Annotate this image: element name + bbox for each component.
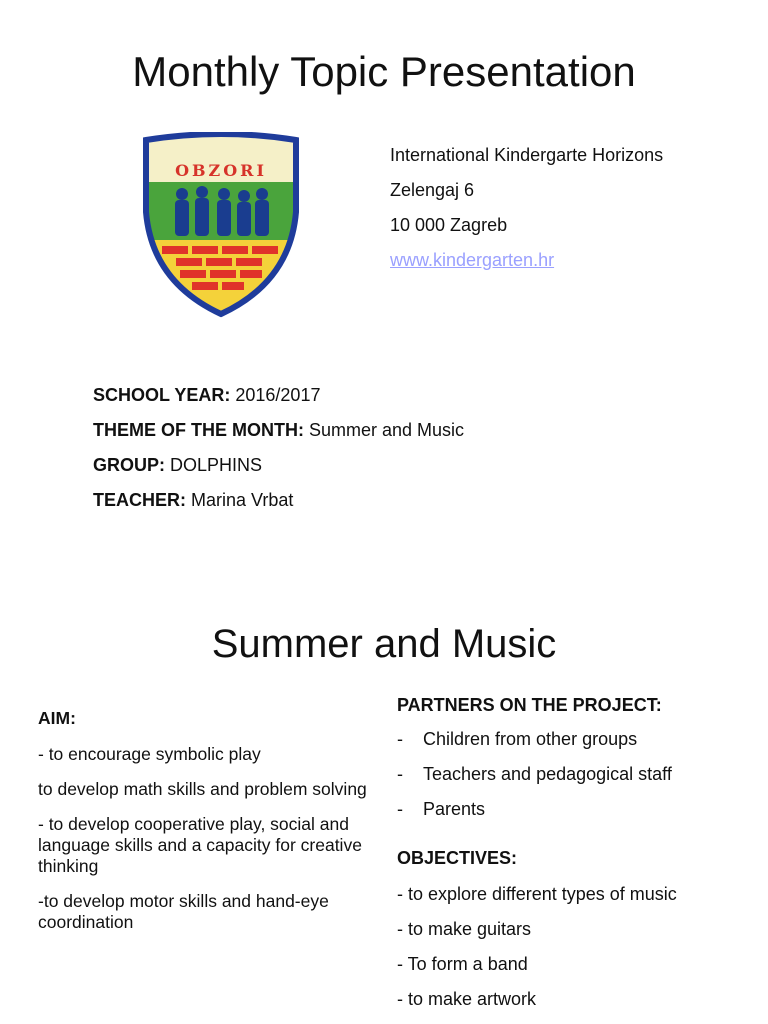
- objective-item: - To form a band: [397, 954, 528, 974]
- partner-item: - Teachers and pedagogical staff: [397, 764, 672, 784]
- street: Zelengaj 6: [390, 180, 475, 200]
- city: 10 000 Zagreb: [390, 215, 508, 235]
- objective-item: - to make guitars: [397, 919, 532, 939]
- group-label: GROUP:: [93, 455, 165, 475]
- aim-item: -to develop motor skills and hand-eye coordination: [38, 891, 329, 932]
- aim-section: [38, 708, 378, 947]
- partner-item: - Parents: [397, 799, 486, 819]
- aim-item: - to develop cooperative play, social and language skills and a capacity for creative thinking: [38, 814, 362, 876]
- teacher-label: TEACHER:: [93, 490, 186, 510]
- section-title: Summer and Music: [211, 622, 557, 666]
- partners-objectives-section: [397, 693, 757, 1022]
- aim-item: to develop math skills and problem solving: [38, 779, 367, 799]
- page-title: Monthly Topic Presentation: [132, 48, 636, 95]
- aim-item: - to encourage symbolic play: [38, 744, 261, 764]
- address-block: [390, 138, 663, 278]
- kindergarten-logo: [140, 132, 302, 318]
- objective-item: - to explore different types of music: [397, 884, 677, 904]
- partners-heading: PARTNERS ON THE PROJECT:: [397, 695, 662, 715]
- kindergarten-name: International Kindergarte Horizons: [390, 145, 664, 165]
- logo-text: OBZORI: [175, 161, 267, 180]
- info-block: [93, 378, 464, 518]
- school-year-label: SCHOOL YEAR:: [93, 385, 231, 405]
- theme-value: Summer and Music: [309, 420, 465, 440]
- group-value: DOLPHINS: [170, 455, 263, 475]
- school-year-value: 2016/2017: [235, 385, 321, 405]
- objectives-heading: OBJECTIVES:: [397, 848, 518, 868]
- website-link[interactable]: www.kindergarten.hr: [390, 250, 555, 270]
- aim-heading: AIM:: [38, 708, 76, 728]
- teacher-value: Marina Vrbat: [191, 490, 294, 510]
- partner-item: - Children from other groups: [397, 729, 638, 749]
- objective-item: - to make artwork: [397, 989, 537, 1009]
- theme-label: THEME OF THE MONTH:: [93, 420, 304, 440]
